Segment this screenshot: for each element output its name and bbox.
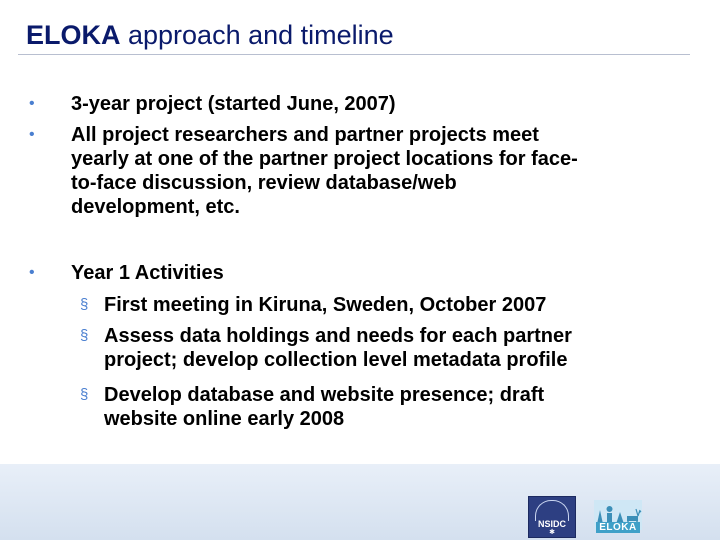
bullet-item [29,92,711,116]
sub-bullet-line: Assess data holdings and needs for each partner [104,325,572,347]
bullet-line: development, etc. [71,196,240,218]
sub-bullet-item [80,383,704,431]
sub-bullet-marker: § [80,386,89,403]
bullet-line: to-face discussion, review database/web [71,172,457,194]
bullet-line: All project researchers and partner projects meet [71,124,539,146]
sub-bullet-line: website online early 2008 [104,408,345,430]
bullet-line: yearly at one of the partner project locations for face- [71,148,578,170]
sub-bullet-item [80,324,704,372]
sub-bullet-marker: § [80,327,89,344]
sub-bullet-line: First meeting in Kiruna, Sweden, October 2007 [104,294,547,316]
globe-icon [535,500,569,521]
title-bold: ELOKA [26,20,121,50]
bullet-marker: • [29,126,35,143]
sub-bullet-marker: § [80,296,89,313]
title-rest: approach and timeline [120,20,394,50]
bullet-item [29,261,711,285]
bullet-marker: • [29,95,35,112]
bullet-marker: • [29,264,35,281]
snowflake-icon: ✱ [549,529,555,536]
title-divider [18,54,690,55]
bullet-line: Year 1 Activities [71,262,224,284]
sub-bullet-item [80,293,704,317]
sub-bullet-line: project; develop collection level metadata profile [104,349,568,371]
bullet-line: 3-year project (started June, 2007) [71,93,396,115]
nsidc-logo-text: NSIDC [537,519,566,529]
bullet-item [29,123,711,219]
eloka-logo [594,494,642,538]
slide-title [26,20,394,51]
eloka-logo-text: ELOKA [596,522,640,533]
nsidc-logo [528,496,576,538]
sub-bullet-line: Develop database and website presence; draft [104,384,545,406]
